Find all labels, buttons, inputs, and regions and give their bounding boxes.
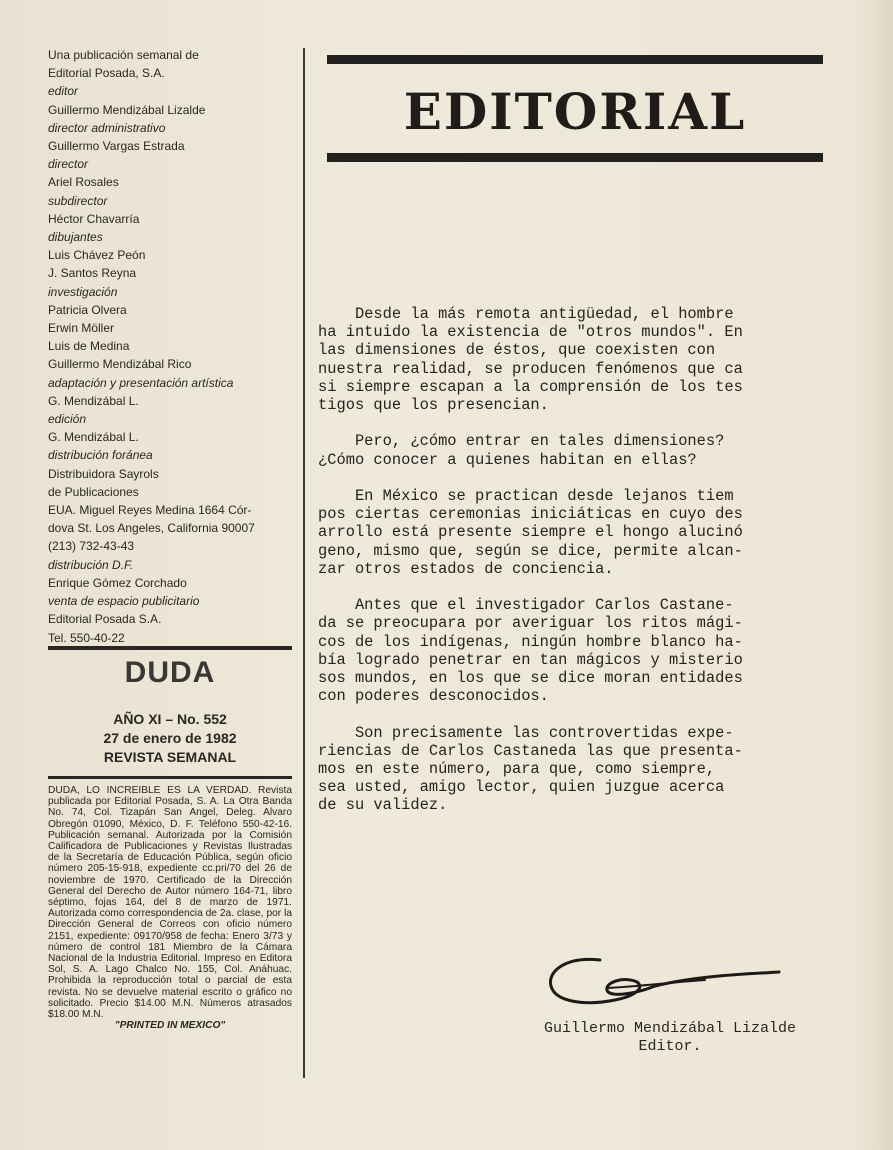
title-bar-bottom [327, 153, 823, 162]
credit-name: EUA. Miguel Reyes Medina 1664 Cór- [48, 503, 252, 518]
credit-role: dibujantes [48, 230, 103, 245]
issue-frequency: REVISTA SEMANAL [103, 749, 237, 765]
handwritten-signature [545, 952, 785, 1012]
issue-info [48, 710, 292, 767]
credit-role: director administrativo [48, 120, 166, 135]
masthead-credits [48, 46, 298, 647]
credit-role: investigación [48, 284, 118, 299]
credit-name: Tel. 550-40-22 [48, 630, 125, 645]
credit-name: G. Mendizábal L. [48, 430, 139, 445]
credit-name: Héctor Chavarría [48, 211, 140, 226]
signer-name: Guillermo Mendizábal Lizalde [543, 1020, 797, 1037]
credit-name: Editorial Posada S.A. [48, 612, 162, 627]
credit-name: Luis Chávez Peón [48, 248, 146, 263]
credit-name: Guillermo Mendizábal Rico [48, 357, 192, 372]
credit-name: Patricia Olvera [48, 302, 127, 317]
credit-name: Distribuidora Sayrols [48, 466, 159, 481]
credit-name: dova St. Los Angeles, California 90007 [48, 521, 255, 536]
credit-role: edición [48, 412, 87, 427]
credit-name: J. Santos Reyna [48, 266, 137, 281]
column-divider [303, 48, 305, 1078]
signer-block [470, 1020, 870, 1056]
credit-role: distribución foránea [48, 448, 153, 463]
signer-role: Editor. [638, 1038, 702, 1055]
credit-role: adaptación y presentación artística [48, 375, 234, 390]
credit-name: Guillermo Vargas Estrada [48, 139, 185, 154]
credit-name: Una publicación semanal de [48, 48, 199, 62]
issue-number: AÑO XI – No. 552 [113, 711, 227, 727]
credit-name: Luis de Medina [48, 339, 130, 354]
credit-role: distribución D.F. [48, 557, 134, 572]
credit-role: director [48, 157, 89, 172]
editorial-paragraph: Antes que el investigador Carlos Castane- da se preocupara por averiguar los ritos mági- cos de los indígenas, ningún hombre blanco ha- bía logrado penetrar en tan mágicos y misterio sos mundos, en los que se dice moran entidades con poderes desconocidos. [318, 596, 743, 706]
credit-name: Ariel Rosales [48, 175, 119, 190]
masthead-rule-bottom [48, 776, 292, 779]
masthead-rule-top [48, 646, 292, 650]
credit-name: (213) 732-43-43 [48, 539, 135, 554]
editorial-title: EDITORIAL [403, 82, 747, 141]
credit-role: venta de espacio publicitario [48, 594, 200, 609]
legal-notice [48, 785, 292, 1031]
editorial-paragraph: Pero, ¿cómo entrar en tales dimensiones? ¿Cómo conocer a quienes habitan en ellas? [318, 432, 725, 469]
credit-role: subdirector [48, 193, 108, 208]
editorial-paragraph: Son precisamente las controvertidas expe- riencias de Carlos Castaneda las que presenta- mos en este número, para que, como siempre, sea usted, amigo lector, quien juzgue acerca de su validez. [318, 723, 743, 815]
credit-name: Enrique Gómez Corchado [48, 575, 187, 590]
credit-name: Erwin Möller [48, 321, 115, 336]
credit-name: Guillermo Mendizábal Lizalde [48, 102, 206, 117]
legal-text: DUDA, LO INCREIBLE ES LA VERDAD. Revista publicada por Editorial Posada, S. A. La Otra Banda No. 74, Col. Tizapán San Angel, Deleg. Alvaro Obregón 01090, México, D. F. Teléfono 550-42-16. Publicación semanal. Autorizada por la Comisión Calificadora de Publicaciones y Revistas Ilustradas de la Secretaría de Educación Pública, según oficio número 205-15-918, expediente cc.pri/70 del 26 de noviembre de 1970. Certificado de la Dirección General del Derecho de Autor número 164-71, libro séptimo, fojas 164, del 8 de marzo de 1971. Autorizada como correspondencia de 2a. clase, por la Dirección General de Correos con oficio número 2151, expediente: 09170/958 de fecha: Enero 3/73 y número de control 181 Miembro de la Cámara Nacional de la Industria Editorial. Impreso en Editora Sol, S. A. Lago Chalco No. 155, Col. Anáhuac. Prohibida la reproducción total o parcial de esta revista. No se devuelve material escrito o gráfico no solicitado. Precio $14.00 M.N. Números atrasados $18.00 M.N. [48, 785, 292, 1021]
editorial-body [318, 305, 818, 833]
title-bar-top [327, 55, 823, 64]
page-edge-shading [853, 0, 893, 1150]
credit-name: G. Mendizábal L. [48, 393, 139, 408]
credit-role: editor [48, 84, 79, 99]
editorial-paragraph: En México se practican desde lejanos tiem pos ciertas ceremonias iniciáticas en cuyo des arrollo está presente siempre el hongo alucinó geno, mismo que, según se dice, permite alcan- zar otros estados de conciencia. [318, 487, 743, 578]
issue-date: 27 de enero de 1982 [103, 730, 237, 746]
credit-name: Editorial Posada, S.A. [48, 66, 165, 81]
printed-in-mexico: "PRINTED IN MEXICO" [114, 1020, 226, 1032]
credit-name: de Publicaciones [48, 484, 139, 499]
editorial-paragraph: Desde la más remota antigüedad, el hombre ha intuido la existencia de "otros mundos". En las dimensiones de éstos, que coexisten con nuestra realidad, se producen fenómenos que ca si siempre escapan a la comprensión de los tes tigos que los presencian. [318, 305, 743, 415]
duda-logo: DUDA [124, 656, 216, 689]
